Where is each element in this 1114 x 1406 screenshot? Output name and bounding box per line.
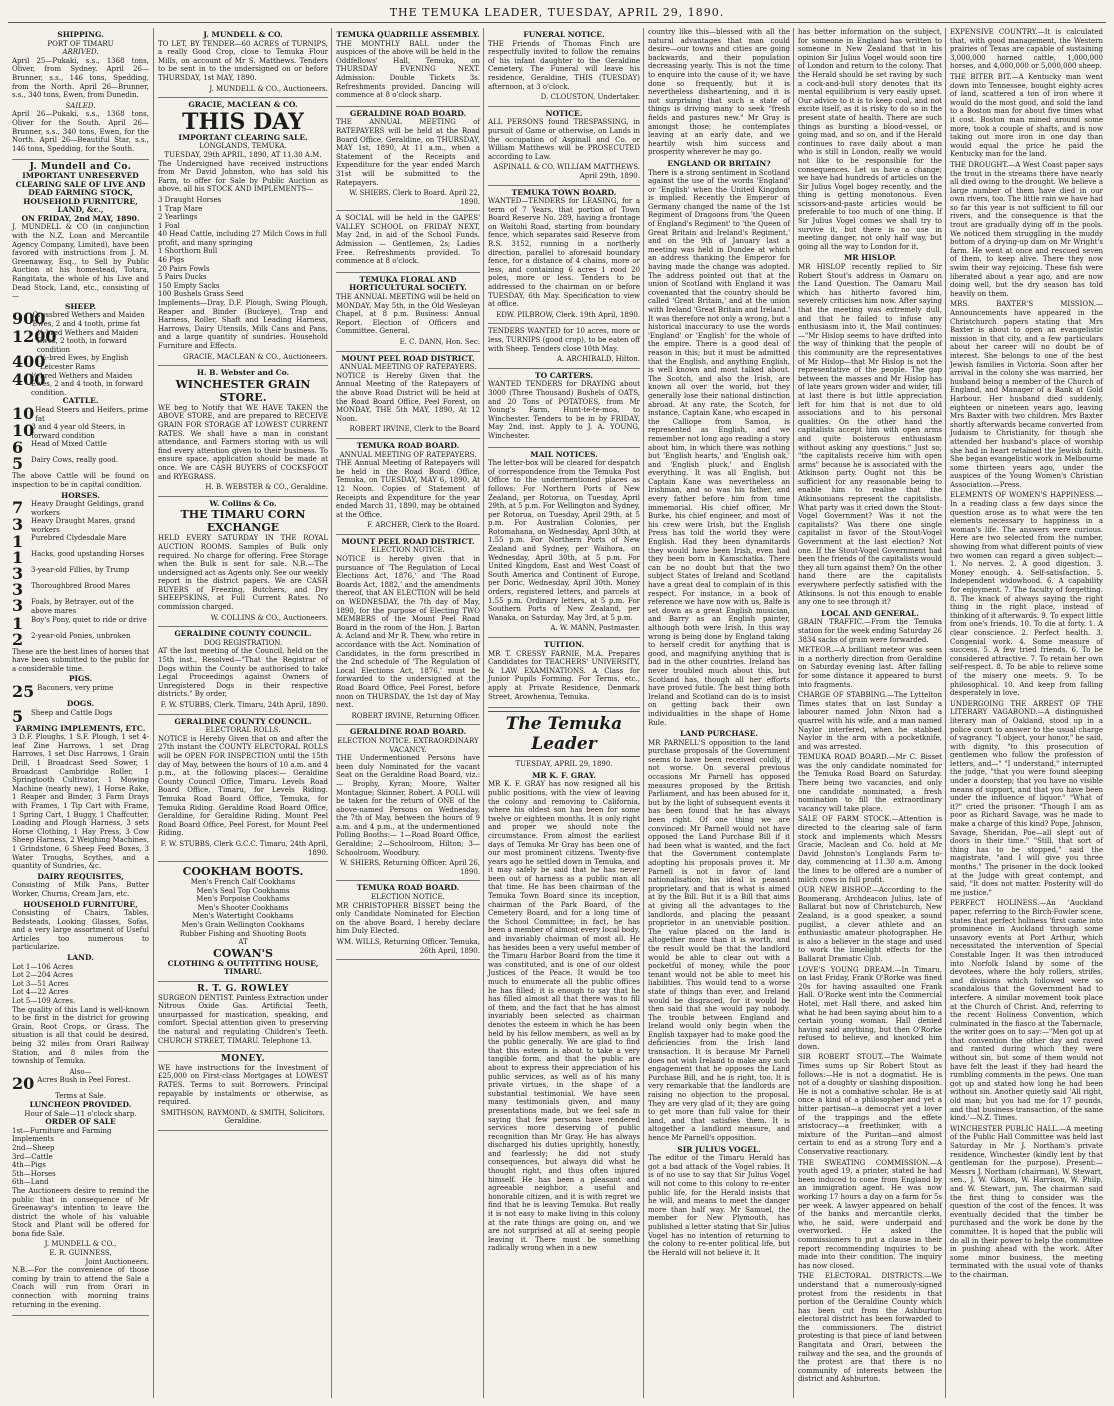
column-7 [945, 28, 1107, 1398]
ad-subtitle: ELECTORAL ROLLS. [205, 726, 281, 735]
article-body: MR K. F. GRAY has now resigned all his public positions, with the view of leaving the colony and removing to California, where his oldest son has been for some twelve or eighteen months. It is only right and proper we should note the circumstance. From almost the earliest days of Temuka Mr Gray has been one of our most prominent citizens. Twenty-five years ago he settled down in Temuka, and it may safely be said that he has never been out of harness as a public man all that time. He has been chairman of the Temuka Town Board since its inception, chairman of the Park Board, of the Cemetery Board, and for a long time of the School Committee; in fact, he has been a member of almost every local body, and invariably chairman of most all. He has besides been a very useful member of the Timaru Harbor Board from the time it was constituted, and is one of our oldest Justices of the Peace. It would be too much to enumerate all the public offices he has filled; it is enough to say that he has filled almost all that there was to fill of them, and the fact that he has almost invariably been selected as chairman denotes the esteem in which he has been held by his fellow members, as well as by the public generally. We are glad to find that this esteem is about to take a very tangible form, and that the public are about to express their appreciation of his public services, as well as of his many private virtues, in the shape of a substantial testimonial. We have seen many testimonials given, and many presentations made, but we feel safe in saying that few persons have rendered services more deserving of public recognition than Mr Gray. He has always discharged his duties uprightly, honestly, and fearlessly; he did not study consequences, but always did what he thought right, and thus often injured himself. He has been a pleasant and agreeable neighbor, a useful and honorable citizen, and it is with regret we find that he is leaving Temuka. But really it is not easy to make living in this colony at the rate things are going on, and we are not surprised at all at seeing people leaving it. There must be something radically wrong when in a new [488, 780, 640, 1253]
funeral-notice [488, 28, 640, 107]
dentist-ad [158, 982, 328, 1052]
column-6 [793, 28, 946, 1398]
dairy-heading: DAIRY REQUISITES, [37, 871, 124, 881]
stock-count: 20 [12, 1074, 35, 1094]
news-item: THE BITER BIT.—A Kentucky man went down into Tennessee, bought eighty acres of land, scattered a ton of iron where it would do the most good, and sold the land to a Boston man for about five times what it cost. Boston man mined around some more, took a couple of shafts, and is now taking out more iron in one day than would equal the price he paid the Kentucky man for the land. [950, 72, 1103, 159]
stock-desc: Acres Bush in Peel Forest. [37, 1076, 131, 1085]
stock-count: 400 [12, 369, 46, 389]
also-heading: Also— [69, 1067, 92, 1076]
this-day-title: THIS DAY [182, 108, 304, 135]
ad-signature: A. ARCHIBALD, Hilton. [556, 355, 640, 364]
dog-registration-ad [158, 627, 328, 714]
column-3 [331, 28, 484, 1398]
hour-text: Hour of Sale—11 o'clock sharp. [24, 1109, 137, 1118]
order-item: 6th—Land [12, 1178, 49, 1187]
pigs-heading: PIGS. [68, 674, 93, 684]
corn-exchange-title: THE TIMARU CORN EXCHANGE [180, 508, 306, 535]
news-item: WINCHESTER PUBLIC HALL.—A meeting of the Public Hall Committee was held last Saturday in Mr J. Northam's private residence, Winchester (kindly lent by that gentleman for the purpose). Present:—Messrs J. Northam (chairman), W. Stewart, sen., J. W. Gibson, W. Harrison, W. Philp, and W. Stewart, jun. The chairman said the first thing to consider was the question of the cost of the fences. It was eventually decided that the timber be purchased and the work be done by the committee. It is hoped that the public will do all in their power to help the committee in pushing ahead with the work. After some minor business, the meeting terminated with the usual vote of thanks to the chairman. [950, 1124, 1103, 1279]
news-item: CHARGE OF STABBING.—The Lyttelton Times states that on last Sunday a labourer named John Nixon had a quarrel with his wife, and a man named Naylor interfered, when he stabbed Naylor in the arm with a pocketknife, and was arrested. [798, 691, 942, 751]
stock-desc: ½-bred Wethers and Maiden Ewes, 2 and 4 tooth, in forward condition. [31, 371, 144, 397]
ad-heading: TEMUKA ROAD BOARD. [356, 440, 460, 450]
article-body: There is a strong sentiment in Scotland against the use of the words 'England' or 'English' when the United Kingdom is implied. Recently the Emperor of Germany changed the name of the 1st Regiment of Dragoons from 'the Queen of England's Regiment' to 'the Queen of Great Britain and Ireland's Regiment,' and on the 9th of January last a meeting was held in Dundee at which an address thanking the Emperor for having made the change was adopted. The address pointed out that at the union of Scotland with England it was covenanted that the country should be called 'Great Britain,' and at the union with Ireland 'Great Britain and Ireland.' It was therefore not only a wrong, but a historical inaccuracy to use the words 'England' or 'English' for the whole of the empire. There is a good deal of reason in this; but it must be admitted that the English, and anything English, is well known and most talked about. The Scotch, and also the Irish, are known all over the world, but they generally lose their national distinction abroad. At any rate, the Scotch, for instance, Captain Kane, who escaped in the Calliope from Samoa, is represented as English, and we remember not long ago reading a story about him, in which there was nothing but 'English hearts,' and 'English oak,' and 'English pluck,' and English everything. It was all English, but Captain Kane was nevertheless an Irishman, and so was his father, and every father before him from time immemorial. His chief officer, Mr Burke, his chief engineer, and most of his crew were Irish, but the English Press has told the world they were English. Had they been dynamitards they would have been Irish, even had they been born in Kamschatka. There can be no doubt but that the two subject States of Ireland and Scotland have a great deal to complain of in this respect. For instance, in a book of reference we have now with us, Balfe is set down as a great English musician, and Barry as an English painter, although both were Irish. In this way wrong is being done by England taking to herself credit for anything that is good, and magnifying anything that is bad in the other countries. Ireland has never troubled much about this, but Scotland has, though all her efforts have proved futile. The best thing both Ireland and Scotland can do is to insist on getting back their own individualities in the shape of Home Rule. [648, 168, 790, 727]
land-lot: Lot 3—51 Acres [12, 979, 69, 988]
ad-signature: H. B. WEBSTER & CO., Geraldine. [205, 483, 328, 492]
ad-heading: MOUNT PEEL ROAD DISTRICT. [341, 536, 475, 546]
land-lot: Lot 4—22 Acres [12, 988, 69, 997]
stock-line [12, 500, 149, 517]
editorial-hislop [798, 254, 942, 606]
cattle-heading: CATTLE. [62, 396, 99, 406]
stock-desc: Foals, by Betrayer, out of the above mares [31, 598, 134, 616]
ad-body: The letter-box will be cleared for despatch of correspondence from the Temuka Post Office to the undermentioned places as follows: For Northern Ports of New Zealand, per Rotorua, on Tuesday, April 29th, at 5 p.m. For Wellington and Sydney, per Rotorua, on Tuesday, April 29th, at 5 p.m. For Australian Colonies, per Rotomahana, on Wednesday, April 30th, at 1.55 p.m. For Northern Ports of New Zealand and Sydney, per Waihora, on Wednesday, April 30th, at 5 p.m. For United Kingdom, East and West Coast of South America and Continent of Europe, per Doric, Wednesday, April 30th. Money orders, registered letters, and parcels at 1.55 p.m. Ordinary letters, at 5 p.m. For Southern Ports of New Zealand, per Wanaka, on Saturday, May 3rd, at 5 p.m. [488, 459, 640, 622]
ad-body: SURGEON DENTIST. Painless Extraction under Nitrous Oxide Gas. Artificial Teeth, unsurpassed for mastication, speaking, and comfort. Special attention given to preserving the natural and regulating Children's Teeth. CHURCH STREET, TIMARU. Telephone 13. [158, 993, 328, 1045]
stock-count: 400 [12, 352, 46, 372]
ad-signature: J. MUNDELL & CO., Auctioneers. [209, 84, 328, 93]
stock-desc: Thoroughbred Brood Mares [31, 582, 131, 591]
electoral-rolls-ad [158, 715, 328, 863]
article-heading: MR HISLOP. [844, 253, 896, 263]
ad-body: WANTED—TENDERS for LEASING, for a term of 7 Years, that portion of Town Board Reserve No. 289, having a frontage on Waitohi Road, starting from boundary fence, which separates said Reserve from R.S. 3152, running in a northerly direction, parallel to aforesaid boundary fence, for a distance of 4 chains, more or less, and containing 6 acres 1 rood 20 poles, more or less. Tenders to be addressed to the chairman on or before TUESDAY, 6th May. Specification to view at office. [488, 197, 640, 309]
mount-peel-election-ad [336, 535, 480, 725]
stock-desc: ½-bred Ewes, by English Leicester Rams [39, 354, 129, 371]
carters-ad [488, 369, 640, 448]
local-general [798, 610, 942, 1384]
ad-body: TENDERS WANTED for 10 acres, more or less, TURNIPS (good crop), to be eaten off with Sheep. Tenders close 10th May. [488, 327, 640, 353]
stock-count: 2 [12, 629, 24, 649]
list-item: Men's Watertight Cookhams [192, 912, 294, 921]
list-item: Men's Seal Top Cookhams [196, 886, 290, 895]
ad-body: TO LET, BY TENDER—60 ACRES of TURNIPS, a really Good Crop, close to Temuka Flour Mills, on account of Mr S. Matthews. Tenders to be sent in to the undersigned on or before THURSDAY, 1st MAY, 1890. [158, 39, 328, 82]
nb-text: N.B.—For the convenience of those coming by train to attend the Sale a Coach will run from Orari in connection with morning trains returning in the evening. [12, 1266, 149, 1309]
article-body: MR PARNELL'S opposition to the land purchase proposals of the Government seems to have been received coldly, if not worse. On several previous occasions Mr Parnell has opposed measures proposed by the British Parliament, and has been abused for it, but by the light of subsequent events it has been found that he has always been right. Of one thing we are convinced: Mr Parnell would not have opposed the Land Purchase Bill if it had been what is wanted, and the fact that the Government contemplate adopting his proposals proves it. Mr Parnell is not in favor of land nationalisation; his ideal is peasant proprietary, and that is what is aimed at by the Bill. But it is a Bill that aims at giving all the advantages to the landlords, and placing the peasant proprietor in an unenviable position. The value placed on the land is altogether more than it is worth, and the result would be that the landlord would be able to clear out with a pocketful of money, while the poor tenant would not be able to meet his liabilities. This would tend to a worse state of things than ever, and Ireland would be disgraced, for it would be then said that she would pay nobody. The trouble between England and Ireland would only begin when the English taxpayer had to make good the deficiencies from the Irish land transaction. It is because Mr Parnell does not wish Ireland to make any such engagement that he opposes the Land Purchase Bill, and he is right, too. It is very remarkable that the landlords are raising no objection to the proposal. They are very glad of it; they are going to get more than full value for their land, and that satisfies them. It is altogether a landlord measure, and hence Mr Parnell's opposition. [648, 738, 790, 1142]
ad-heading: FUNERAL NOTICE. [523, 30, 605, 39]
terms-text: Terms at Sale. [55, 1092, 106, 1101]
sheep-heading: SHEEP. [65, 301, 96, 311]
order-item: 3rd—Cattle [12, 1152, 53, 1161]
town-board-ad [488, 186, 640, 325]
masthead-rule [8, 22, 1106, 23]
ad-signature: WM. WILLS, Returning Officer. Temuka, 26th April, 1890. [336, 938, 480, 955]
ad-heading: MONEY. [220, 1054, 266, 1065]
stock-desc: Boy's Pony, quiet to ride or drive [31, 615, 147, 624]
stock-line [12, 423, 149, 440]
stock-line [12, 517, 149, 534]
mount-peel-ad [336, 352, 480, 439]
ad-heading: GERALDINE COUNTY COUNCIL. [174, 716, 312, 726]
list-item: 20 Pairs Fowls [158, 264, 210, 273]
ad-heading: TUITION. [543, 640, 585, 649]
page-masthead: THE TEMUKA LEADER, TUESDAY, APRIL 29, 1890. [389, 6, 725, 19]
dogs-heading: DOGS. [66, 699, 95, 709]
stock-line [12, 706, 149, 726]
ad-heading: TEMUKA ROAD BOARD. [356, 883, 460, 893]
ad-heading: NOTICE. [545, 108, 583, 118]
ad-heading: H. B. Webster and Co. [196, 368, 290, 378]
stock-count: 3 [12, 580, 24, 600]
ad-body: THE Undermentioned Persons have been duly Nominated for the vacant Seat on the Geraldine Road Board, viz.:— Brophy, Kyran; Moore, Walter Montague; Skinner, Robert. A POLL will be taken for the return of ONE of the above-named Persons on Wednesday, the 7th of May, between the hours of 9 a.m. and 4 p.m., at the undermentioned Polling Booths:— 1—Road Board Office, Geraldine; 2—Schoolroom, Hilton; 3—Schoolroom, Woodbury. [336, 754, 480, 857]
stock-count: 25 [12, 682, 35, 702]
stock-line [12, 456, 149, 472]
temuka-election-ad [336, 881, 480, 960]
stock-count: 900 [12, 309, 46, 329]
editorial-gray [488, 772, 640, 1253]
article-heading: LAND PURCHASE. [679, 729, 759, 739]
arrivals-text: April 25—Pukaki, s.s., 1368 tons, Oliver, from Sydney. April 26—Brunner, s.s., 146 tons, Spedding, from the North. April 26—Brunner, s.s., 340 tons, Ewen, from Dunedin. [12, 56, 149, 100]
article-heading: MR K. F. GRAY. [532, 770, 596, 780]
horticultural-ad [336, 273, 480, 352]
news-item: METEOR.—A brilliant meteor was seen in a northerly direction from Geraldine on Saturday evening last. After falling for some distance it appeared to burst into fragments. [798, 646, 942, 689]
land-note: The quality of this Land is well-known to be first in the district for growing Grain, Root Crops, or Grass. The situation is all that could be desired, being 32 miles from Orari Railway Station, and 8 miles from the township of Temuka. [12, 1005, 149, 1066]
stock-line [12, 326, 149, 355]
ad-heading: MAIL NOTICES. [530, 449, 598, 459]
stock-count: 1 [12, 548, 24, 568]
land-lot: Lot 5—109 Acres. [12, 997, 76, 1006]
horses-heading: HORSES. [61, 490, 100, 500]
stock-line [12, 534, 149, 550]
stock-line [12, 369, 149, 398]
list-item: 46 Pigs [158, 256, 185, 265]
stock-desc: Sheep and Cattle Dogs [31, 708, 113, 717]
ad-body: NOTICE is hereby given that in pursuance of 'The Regulation of Local Elections Act, 1876,' and 'The Road Boards Act, 1882,' and the amendments thereof, that AN ELECTION will be held on WEDNESDAY, the 7th day of May, 1890, for the purpose of Electing TWO MEMBERS of the Mount Peel Road Board in the room of the Hon. J. Barton A. Acland and Mr R. Thew, who retire in accordance with the Act. Nomination of Candidates, in the form prescribed in the 2nd schedule of 'The Regulation of Local Elections Act, 1876,' must be forwarded to the undersigned at the Road Board Office, Peel Forest, before noon on THURSDAY, the 1st day of May next. [336, 555, 480, 710]
stock-line [12, 582, 149, 598]
ad-signature: F. W. STUBBS, Clerk G.C.C. Timaru, 24th April, 1890. [160, 839, 328, 857]
column-5 [643, 28, 794, 1398]
list-item: Rubber Fishing and Shooting Boots [179, 929, 307, 938]
tuition-ad [488, 638, 640, 708]
stock-line [12, 550, 149, 566]
ad-signature: EDW. PILBROW, Clerk. 19th April, 1890. [496, 310, 640, 319]
stock-desc: Heavy Draught Mares, grand workers [31, 517, 136, 534]
signature: Joint Auctioneers. [85, 1257, 149, 1266]
stock-desc: Heavy Draught Geldings, grand workers [31, 500, 144, 517]
ad-body: A SOCIAL will be held in the GAPES' VALLEY SCHOOL on FRIDAY NEXT, May 2nd, in aid of the School Funds. Admission — Gentlemen, 2s; Ladies Free. Refreshments provided. To commence at 8 o'clock. [336, 214, 480, 266]
land-heading: LAND. [67, 953, 94, 963]
stock-count: 1200 [12, 326, 57, 346]
stock-line [12, 354, 149, 371]
ad-body: MR T. CRESSY FARNIE, M.A. Prepares Candidates for TEACHERS' UNIVERSITY, & LAW EXAMINATIONS. A Class for Junior Pupils Forming. For Terms, etc., apply at Private Residence, Denmark Street, Arowhenua, Temuka. [488, 649, 640, 701]
signature: J. MUNDELL & CO., [44, 1240, 117, 1249]
household-text: Consisting of Chairs, Tables, Bedsteads, Looking Glasses, Sofas, and a very large assortment of Useful Articles too numerous to particularize. [12, 909, 149, 952]
news-item: THE DROUGHT.—A West Coast paper says the trout in the streams there have nearly all died owing to the drought. We believe a large number of them have died in our own rivers, too. The little rain we have had so far this year is not sufficient to fill our rivers, and the consequence is that the trout are gradually dying off in the pools. We noticed them struggling in the muddy bottom of a drying-up dam on Mr Wright's farm. He went at once and rescued seven of them, to keep alive. There they now swim their way rejoicing. These fish were liberated about a year ago, and are now doing well, but the dry season has told heavily on them. [950, 160, 1103, 298]
ad-heading: W. Collins & Co. [209, 498, 277, 508]
local-heading: LOCAL AND GENERAL. [821, 608, 919, 618]
news-item: OUR NEW BISHOP.—According to the Boomerang, Archdeacon Julius, late of Ballarat but now of Christchurch, New Zealand, is a good speaker, a sound pugilist, a clever athlete and an enthusiastic amateur photographer. He is also a believer in the stage and used to work the limelight effects for the Ballarat Dramatic Club. [798, 886, 942, 963]
ad-signature: ROBERT IRVINE, Clerk to the Board [349, 425, 480, 434]
ad-body: THE ANNUAL MEETING of RATEPAYERS will be held at the Road Board Office, Geraldine, on THURSDAY, MAY 1st, 1890, At 11 a.m., when a Statement of the Receipts and Expenditure for the year ended March 31st will be submitted to the Ratepayers. [336, 118, 480, 187]
sale-date: ON FRIDAY, 2nd MAY, 1890. [21, 213, 140, 223]
stock-line [12, 598, 149, 615]
cookham-boots-ad [158, 862, 328, 982]
farm-text: 3 D.F. Ploughs, 1 S.F. Plough, 1 set 4-leaf Zine Harrows, 1 set Drag Harrows, 1 set Disc Harrows, 1 Grain Drill, 1 Broadcast Seed Sower, 1 Broadcast Cambridge Roller, 1 Springtooth Cultivator, 1 Mowing Machine (nearly new), 1 Horse Rake, 1 Reaper and Binder, 3 Farm Drays with Frames, 1 Tip Cart with Frame, 1 Spring Cart, 1 Buggy, 1 Chaffcutter, Loading and Plough Harness, 3 sets Horse Clothing, 1 Hay Press, 3 Cow Sheep Harness, 2 Weighing Machines, 1 Grindstone, 6 Sheep Feed Boxes, 3 Water Troughs, Scythes, and a quantity of Sundries, &c. [12, 733, 149, 871]
news-item: ELEMENTS OF WOMEN'S HAPPINESS.—In a reading class a few days since the question arose as to what were the ten elements necessary to happiness in a woman's life. The answers were curious. Here are two selected from the number, showing from what different points of view two women can regard a given subject:—1. No nerves. 2. A good digestion. 3. Money enough. 4. Self-satisfaction. 5. Independent widowhood. 6. A capability for enjoyment. 7. The faculty of forgetting. 8. The knack of always saying the right thing in the right place, instead of thinking of it afterwards. 9. To expect little from one's friends. 10. To die at forty. 1. A clear conscience. 2. Perfect health. 3. Congenial work. 4. Some measure of success. 5. A few tried friends. 6. To be considered attractive. 7. To retain her own self-respect. 8. To be able to relieve some of the misery one meets. 9. To be philosophical. 10. And keep from falling desperately in love. [950, 491, 1103, 698]
ad-body: WE have instructions for the Investment of £25,000 on First-class Mortgages at LOWEST RATES. Terms to suit Borrowers. Principal repayable by instalments or otherwise, as required. [158, 1063, 328, 1107]
stock-desc: 3 and 4 year old Steers, in forward condition [31, 423, 126, 440]
list-item: 40 Head Cattle, including 27 Milch Cows in full profit, and many springing [158, 230, 327, 247]
stock-count: 10 [12, 403, 35, 423]
land-lot: Lot 1—106 Acres [12, 962, 73, 971]
ad-body: THE Annual Meeting of Ratepayers will be held in the Road Board Office, Temuka, on TUESDAY, MAY 6, 1890, At 12 Noon. Copies of Statement of Receipts and Expenditure for the year ended March 31, 1890, may be obtained at the Office. [336, 459, 480, 519]
list-item: 2 Yearlings [158, 213, 198, 222]
clearing-sale-ad-2 [158, 98, 328, 366]
clearing-sale-ad [12, 160, 149, 1316]
arrived-heading: ARRIVED. [62, 48, 99, 57]
ad-implements: Implements—Dray, D.F. Plough, Swing Plough, Reaper and Binder (Buckeye), Trap and Harness, Roller, Shaft and Leading Harness, Harrows, Dairy Utensils, Milk Cans and Pans, and a large quantity of sundries. Household Furniture and Effects. [158, 299, 328, 350]
ad-date: TUESDAY, 29th APRIL, 1890, AT 11.30 A.M. [164, 150, 322, 159]
stock-count: 10 [12, 421, 35, 441]
issue-date: TUESDAY, APRIL 29, 1890. [515, 760, 613, 769]
ad-subtitle: DOG REGISTRATION. [203, 638, 283, 647]
ad-signature: ASPINALL & CO. WILLIAM MATTHEWS. April 29th, 1890. [493, 163, 640, 180]
editorial-england [648, 160, 790, 727]
ad-heading: GERALDINE ROAD BOARD. [349, 108, 467, 118]
article-continuation: has better information on the subject, for someone in England has written to someone in New Zealand that in his opinion Sir Julius Vogel would soon tire of London and return to the colony. That the Herald should be set raving by such a cock-and-bull story denotes that its mental equilibrium is very easily upset. Our advice to it is to keep cool, and not excite itself, as it is risky to do so in the present state of health. There are such things as bursting a blood-vessel, or going mad, and so on, and if the Herald continues to rave daily about a man who is still in London, really we would not like to be responsible for the consequences. Let us have a change; we have had hundreds of articles on the Sir Julius Vogel bogey recently, and the thing is getting monotonous. Even scissors-and-paste articles would be preferable to too much of one thing. If Sir Julius Vogel comes we shall try to survive it, but there is no use in meeting danger, not only half way, but going all the way to London for it. [798, 28, 942, 251]
corn-exchange-ad [158, 497, 328, 628]
stock-desc: Baconers, very prime [37, 684, 114, 693]
ad-heading: GERALDINE ROAD BOARD. [349, 727, 467, 737]
ad-body: WE beg to Notify that WE HAVE TAKEN the ABOVE STORE, and are prepared to RECEIVE GRAIN FOR STORAGE AT LOWEST CURRENT RATES. We shall have a man in constant attendance, and Farmers storing with us will find every attention given to their business. To ensure space, application should be made at once. We are CASH BUYERS of COCKSFOOT and RYEGRASS. [158, 403, 328, 481]
turnips-ad [158, 28, 328, 98]
column-1 [8, 28, 153, 1398]
ad-signature: ROBERT IRVINE, Returning Officer. [351, 711, 480, 720]
list-item: Men's Grain Wellington Cookhams [181, 921, 305, 930]
grain-store-ad [158, 366, 328, 497]
dairy-text: Consisting of Milk Pans, Butter Worker, Churns, Cream Jars, etc. [12, 881, 149, 898]
stock-line [12, 629, 149, 649]
list-item: 3 Draught Horses [158, 195, 222, 204]
household-heading: HOUSEHOLD FURNITURE, [23, 899, 138, 909]
port-heading: PORT OF TIMARU [47, 39, 114, 48]
ad-heading: TEMUKA TOWN BOARD. [511, 187, 617, 197]
stock-count: 3 [12, 515, 24, 535]
newspaper-nameplate: The Temuka Leader [488, 711, 640, 757]
ad-at: AT [238, 938, 248, 947]
list-item: 1 Foal [158, 221, 180, 230]
horses-note: These are the best lines of horses that have been submitted to the public for a considerable time. [12, 647, 149, 673]
ad-body: HELD EVERY SATURDAY IN THE ROYAL AUCTION ROOMS. Samples of Bulk only required. No charge for offering. Free Storage when the Bulk is sent for sale. N.B.—The undersigned act as Agents only. See our weekly report in the district papers. We are CASH BUYERS of Freezing, Butchers, and Dry SHEEPSKINS, at Full Current Rates. No commission charged. [158, 534, 328, 612]
stock-desc: 2-year-old Ponies, unbroken [31, 631, 131, 640]
stock-desc: Dairy Cows, really good. [31, 456, 119, 465]
ad-signature: F. W. STUBBS, Clerk. Timaru, 24th April, 1890. [160, 701, 328, 709]
money-ad [158, 1052, 328, 1131]
news-item: GRAIN TRAFFIC.—From the Temuka station for the week ending Saturday 26 3834 sacks of grain were forwarded. [798, 618, 942, 644]
columns [8, 28, 1106, 1398]
stock-line [12, 1076, 149, 1092]
stock-desc: Hacks, good upstanding Horses [31, 550, 145, 559]
ad-heading: J. MUNDELL & CO. [203, 30, 283, 39]
list-item: Men's Porpoise Cookhams [196, 895, 290, 904]
ad-signature: E. C. DANN, Hon. Sec. [399, 338, 480, 346]
news-item: THE ELECTORAL DISTRICTS.—We understand that a numerously-signed protest from the residents in that portion of the Geraldine County which has been cut from the Ashburton electoral district has been forwarded to the commissioners. The district protesting is that piece of land between Rangitata and Orari, between the railway and the sea, and the grounds of the protest are that there is no community of interests between the district and Ashburton. [798, 1272, 942, 1384]
order-item: 5th—Horses [12, 1169, 56, 1178]
stock-desc: Crossbred Wethers and Maiden Ewes, 2 and 4 tooth, prime fat [32, 311, 145, 328]
stock-line [12, 613, 149, 633]
ad-subtitle: CLOTHING & OUTFITTING HOUSE, TIMARU. [167, 958, 319, 977]
news-item: EXPENSIVE COUNTRY.—It is calculated that, with good management, the Western prairies of Texas are capable of sustaining 3,000,000 horned cattle, 1,000,000 horses, and 4,000,000 or 5,000,000 sheep. [950, 28, 1103, 71]
stock-desc: Purebred Clydesdale Mare [31, 534, 127, 543]
ad-body: THE ANNUAL MEETING will be held on MONDAY, May 5th, in the Old Wesleyan Chapel, at 8 p.m. Business: Annual Report. Election of Officers and Committee. General. [336, 293, 480, 336]
stock-desc: Head of Mixed Cattle [31, 440, 107, 449]
stock-desc: 3-year-old Fillies, by Trump [31, 566, 130, 575]
luncheon-text: LUNCHEON PROVIDED. [29, 1099, 132, 1109]
news-item: SALE OF FARM STOCK.—Attention is directed to the clearing sale of farm stock and implements which Messrs Gracie, Maclean and Co. hold at Mr David Johnston's Longlands Farm to-day, commencing at 11.30 a.m. Among the lines to be offered are a number of milch cows in full profit. [798, 815, 942, 884]
geraldine-election-ad [336, 725, 480, 881]
ad-heading: GRACIE, MACLEAN & CO. [188, 100, 298, 110]
trespass-notice [488, 107, 640, 186]
list-item: 150 Empty Sacks [158, 281, 220, 290]
list-item: Men's Shooter Cookhams [197, 903, 289, 912]
geraldine-board-ad [336, 107, 480, 212]
stock-count: 3 [12, 596, 24, 616]
social-ad [336, 211, 480, 273]
ad-heading: TEMUKA QUADRILLE ASSEMBLY. [336, 30, 480, 39]
ad-heading: TEMUKA FLORAL AND HORTICULTURAL SOCIETY. [349, 274, 467, 293]
farm-heading: FARMING IMPLEMENTS, ETC. [15, 723, 146, 733]
shipping-title: SHIPPING. [57, 30, 104, 39]
stock-line [12, 440, 149, 456]
cattle-note: The above Cattle will be found on inspection to be in capital condition. [12, 472, 149, 489]
stock-count: 1 [12, 613, 24, 633]
cowans-title: COWAN'S [213, 946, 273, 960]
ad-heading: R. T. G. ROWLEY [197, 984, 289, 995]
stock-count: 6 [12, 438, 24, 458]
sailed-heading: SAILED. [65, 101, 96, 110]
stock-count: 5 [12, 454, 24, 474]
list-item: 100 Bushels Grass Seed [158, 290, 244, 299]
news-item: TEMUKA ROAD BOARD.—Mr C. Bisset was the only candidate nominated for the Temuka Road Board on Saturday. There being two vacancies, and only one candidate nominated, a fresh nomination to fill the extraordinary vacancy will take place. [798, 753, 942, 813]
stock-line [12, 684, 149, 700]
ad-signature: GRACIE, MACLEAN & CO., Auctioneers. [183, 352, 328, 361]
mail-notices [488, 448, 640, 638]
article-body: The editor of the Timaru Herald has got a bad attack of the Vogel rabies. It is of no use to say that Sir Julius Vogel will not come to this colony to re-enter public life, for the Herald insists that he will, and means to meet the danger more than half way. Mr Samuel, the member for New Plymouth, has published a letter stating that Sir Julius Vogel has no intention of returning to the colony to re-enter political life, but the Herald will not believe it. It [648, 1154, 790, 1257]
editorial-land [648, 730, 790, 1143]
sale-title: IMPORTANT UNRESERVED CLEARING SALE OF LIVE AND DEAD FARMING STOCK, HOUSEHOLD FURNITURE, LAND, &c., [15, 170, 146, 215]
stock-count: 1 [12, 532, 24, 552]
ad-subtitle: ANNUAL MEETING OF RATEPAYERS. [339, 363, 477, 372]
list-item: 1 Trap Mare [158, 204, 203, 213]
ad-signature: W. SHIERS, Returning Officer. April 26, 1890. [339, 859, 480, 876]
news-item: THE SWEATING COMMISSION.—A youth aged 19, a printer, stated he had been induced to come from England by an immigration agent. He was now working 17 hours a day on a farm for 5s per week. A lawyer appeared on behalf of the banks and mercantile clerks, who, he said, were underpaid and overworked. He asked the commissioners to put a clause in their report recommending inquiries to be made into their condition. The inquiry has now closed. [798, 1158, 942, 1270]
ad-signature: F. ARCHER, Clerk to the Board. [367, 521, 480, 530]
stock-count: 3 [12, 564, 24, 584]
ad-place: LONGLANDS, TEMUKA. [199, 142, 287, 151]
order-item: 1st—Furniture and Farming Implements [12, 1126, 112, 1144]
ad-body: NOTICE is Hereby Given that on and after the 27th instant the COUNTY ELECTORAL ROLLS will be OPEN FOR INSPECTION until the 15th day of May, between the hours of 10 a.m. and 4 p.m., at the following places:— Geraldine County Council Office, Timaru. Levels Road Board Office, Timaru, for Levels Riding. Temuka Road Board Office, Temuka, for Temuka Riding. Geraldine Road Board Office, Geraldine, for Geraldine Riding. Mount Peel Road Board Office, Peel Forest, for Mount Peel Riding. [158, 734, 328, 838]
land-lot: Lot 2—204 Acres [12, 971, 73, 980]
stock-line [12, 566, 149, 582]
news-item: UNDERGOING THE ARREST OF THE LITERARY VAGABOND.—A distinguished literary man of Oakland, stood up in a police court to answer to the usual charge of vagrancy. "I object, your honor," he said, with dignity, "to this prosecution of gentlemen who follow the profession of letters, and—" "I understand," interrupted the judge, "that you were found sleeping under a doorstep; that you have no visible means of support, and that you have been under the influence of liquor." "What of it?" cried the prisoner. "Though I am as poor as Richard Savage, was he made to make a charge of this kind? Pope, Johnson, Savage, Sheridan, Poe—all slept out of doors in their time." "Still, that sort of thing has to be stopped," said the magistrate, "and I will give you three months." The prisoner in the dock looked at the Judge with great contempt, and said, "It does not matter. Posterity will do me justice." [950, 699, 1103, 897]
ad-subtitle: ELECTION NOTICE. [371, 546, 445, 555]
ad-signature: W. COLLINS & CO., Auctioneers. [210, 613, 328, 622]
stock-desc: ½-bred Wethers and Maiden Ewes, 2 tooth, in forward condition [36, 328, 139, 354]
list-item: 5 Pairs Ducks [158, 273, 207, 282]
ad-heading: MOUNT PEEL ROAD DISTRICT. [341, 353, 475, 363]
ad-body: MR CHRISTOPHER BISSET being the only Candidate Nominated for Election on the above Board, I hereby declare him Duly Elected. [336, 901, 480, 936]
order-item: 4th—Pigs [12, 1161, 46, 1170]
signature: E. R. GUINNESS, [49, 1249, 112, 1258]
ad-heading: TO CARTERS. [535, 370, 593, 380]
ad-body: The Undersigned have received instructions from Mr David Johnston, who has sold his Farm, to offer for Sale by Public Auction as above, all his STOCK AND IMPLEMENTS— [158, 159, 328, 194]
sale-intro: J. MUNDELL & CO (in conjunction with the N.Z. Loan and Mercantile Agency Company, Limited), have been favored with instructions from J. M. Greenaway, Esq., to Sell by Public Auction at his homestead, Totara, Rangitata, the whole of his Live and Dead Stock, Land, etc., consisting of— [12, 223, 149, 301]
stock-desc: Head Steers and Heifers, prime fat [35, 405, 149, 423]
article-continuation: country like this—blessed with all the natural advantages that man could desire—our towns and cities are going backwards, and their population decreasing yearly. This is not the time to enquire into the cause of it; we have done so frequently, but it is nevertheless disheartening, and it is not surprising that such a state of things is driving many to seek "fresh fields and pastures new." Mr Gray is amongst those; he contemplates leaving at an early date, and we heartily wish him success and prosperity wherever he may go. [648, 28, 790, 157]
ad-signature: W. SHIERS, Clerk to Board. April 22, 1890. [349, 189, 480, 206]
ad-signature: D. CLOUSTON, Undertaker. [540, 93, 640, 102]
ad-heading: GERALDINE COUNTY COUNCIL. [174, 629, 312, 639]
ad-signature: A. W. MANN, Postmaster. [550, 624, 640, 633]
order-note: The Auctioneers desire to remind the public that in consequence of Mr Greenaway's intention to leave the district the whole of his valuable Stock and Plant will be offered for bona fide Sale. [12, 1186, 149, 1238]
news-item: SIR ROBERT STOUT.—The Waimate Times sums up Sir Robert Stout as follows:—He is not a dogmatist. He is not of a doughty or slashing disposition. He is not a combative scholar. He is at once a kind of a philosopher and yet a bitter partisan—a democrat yet a lover of the trappings and the effete aristocracy—a freethinker, with a mixture of the Puritan—and almost certain to end as a strong Tory and a Conservative reactionary. [798, 1053, 942, 1156]
ad-body: WANTED TENDERS for DRAYING about 3000 (Three Thousand) Bushels of OATS, and 20 Tons of POTATOES, from Mr Young's Farm, Hunt-te-te-moa, to Winchester. Tenders to be in by FRIDAY, May 2nd, inst. Apply to J. A. YOUNG, Winchester. [488, 380, 640, 440]
ad-body: ALL PERSONS found TRESPASSING, in pursuit of Game or otherwise, on Lands in the occupation of Aspinall and Co. or William Matthews will be PROSECUTED according to Law. [488, 118, 640, 161]
ad-subtitle: ANNUAL MEETING OF RATEPAYERS. [339, 450, 477, 459]
order-heading: ORDER OF SALE [45, 1117, 116, 1127]
temuka-board-ad [336, 439, 480, 535]
quadrille-ad [336, 28, 480, 107]
news-item: PERFECT HOLINESS.—An 'Auckland paper, referring to the Birch-Fowler scene, states that perfect holiness 'first came into prominence in Auckland through some unsavory events at Port Arthur, which necessitated the intervention of Special Constable Inger. It was then introduced into Norfolk Island by some of the devotees, where the holy rollers, strifes, and divisions which followed were so scandalous that the Government had to interfere. A similar movement took place at the Church of Christ. And, referring to the recent Holiness Convention, which culminated in the fiasco at the Tabernacle, the writer goes on to say:—"Men got up at that convention the other day and raved and ranted during which they were without sin, but some of them would not have felt the least if they had heard the rumbling comments in the pews. One man got up and stated how long he had been without sin. Another quietly said 'All right, old man; but you had me for 17 pounds, and that business transaction, of the same kind.'—N.Z. Times. [950, 899, 1103, 1123]
ad-body: THE MONTHLY BALL under the auspices of the above will be held in the Oddfellows' Hall, Temuka, on THURSDAY EVENING NEXT. Admission: Double Tickets 3s. Refreshments provided. Dancing will commence at 8 o'clock sharp. [336, 39, 480, 100]
editorial-vogel [648, 1146, 790, 1258]
column-4 [483, 28, 644, 1398]
ad-body: NOTICE is Hereby Given that the Annual Meeting of the Ratepayers of the above Road District will be held at the Road Board Office, Peel Forest, on MONDAY, THE 5th MAY, 1890, At 12 Noon. [336, 371, 480, 423]
auctioneer-name: J. Mundell and Co. [29, 162, 132, 173]
ad-signature: SMITHSON, RAYMOND, & SMITH, Solicitors, Geraldine. [161, 1108, 325, 1126]
stock-count: 5 [12, 706, 24, 726]
stock-count: 7 [12, 498, 24, 518]
article-heading: SIR JULIUS VOGEL. [677, 1144, 761, 1154]
ad-subtitle: IMPORTANT CLEARING SALE. [178, 132, 308, 142]
ad-body: AT the last meeting of the Council, held on the 15th inst., Resolved—"That the Registrar of Dogs within the County be authorised to take Legal Proceedings against Owners of Unregistered Dogs in their respective districts." By order, [158, 647, 328, 699]
turnip-tenders-ad [488, 324, 640, 368]
ad-body: THE Friends of Thomas Finch are respectfully invited to follow the remains of his infant daughter to the Geraldine Cemetery. The Funeral will leave his residence, Geraldine, THIS (TUESDAY) afternoon, at 3 o'clock. [488, 39, 640, 91]
sailings-text: April 26—Pukaki, s.s., 1368 tons, Oliver for the South. April 26—Brunner, s.s., 340 tons, Ewen, for the North. April 26—Beautiful Star, s.s., 146 tons, Spedding, for the South. [12, 110, 149, 153]
ad-subtitle: ELECTION NOTICE. [371, 893, 445, 902]
column-2 [153, 28, 332, 1398]
cookham-title: COOKHAM BOOTS. [182, 865, 304, 879]
grain-store-title: WINCHESTER GRAIN STORE. [175, 377, 311, 404]
ad-subtitle: ELECTION NOTICE. EXTRAORDINARY VACANCY. [337, 736, 479, 754]
article-heading: ENGLAND OR BRITAIN? [667, 158, 771, 168]
article-body: MR HISLOP recently replied to Sir Robert Stout's address in Oamaru on the Land Question. The Oamaru Mail which has hitherto favored him, severely criticises him now. After saying that the meeting was extremely dull, and that he failed to infuse any enthusiasm into it, the Mail continues:—"Mr Hislop seems to have drifted into the way of thinking that the people of this community are the representatives of Mr Hislop—that Mr Hislop is not the representative of the people. The gap between the masses and Mr Hislop has of late years grown wider and wider, till at last there is but little appreciation left for him that is not due to old associations and to his personal qualities. On the other hand the capitalists accept him with open arms and quite boisterous enthusiasm without asking any questions." Just so; "the capitalists receive him with open arms" because he is associated with the Atkinson party. Ought not this be sufficient for any reasonable being to enable him to realise that the Atkinsonians represent the capitalists. What party was it cried down the Stout-Vogel Government? Was it not the capitalists? Was there one single capitalist in favor of the Stout-Vogel Government at the last election? Not one. If the Stout-Vogel Government had been the friends of the capitalists would they all turn against them? On the other hand there are the capitalists everywhere perfectly satisfied with the Atkinsons. Is not this enough to enable any one to see through it? [798, 263, 942, 607]
list-item: 1 Shorthorn Bull [158, 247, 218, 256]
list-item: Men's French Calf Cookhams [190, 878, 296, 887]
order-item: 2nd—Sheep [12, 1143, 55, 1152]
news-item: MRS. BAXTER'S MISSION.—Announcements have appeared in the Christchurch papers stating that Mrs Baxter is about to open an evangelistic mission in that city, and a few particulars about her career will no doubt be of interest. She belongs to one of the best Jewish families in Victoria. Soon after her arrival in the colony she was married, her husband being a member of the Church of England, and Manager of a Bank at Gold Harbour. Her husband died suddenly, eighteen or nineteen years ago, leaving Mrs Baxter with two children. Mrs Baxter shortly afterwards became converted from Judaism to Christianity, for though she attended her husband's place of worship she had in heart retained the Jewish faith. She began evangelistic work in Melbourne some thirteen years ago, under the auspices of the Young Women's Christian Association.—Press. [950, 300, 1103, 489]
news-item: LOVE'S YOUNG DREAM.—In Timaru, on last Friday, Frank O'Rorke was fined 20s for having assaulted one Frank Hall. O'Rorke went into the Commercial Hotel, met Hall there, and asked him what he had been saying about him to a certain young woman. Hall denied having said anything, but then O'Rorke refused to believe, and knocked him down. [798, 965, 942, 1051]
shipping-section [12, 28, 149, 160]
